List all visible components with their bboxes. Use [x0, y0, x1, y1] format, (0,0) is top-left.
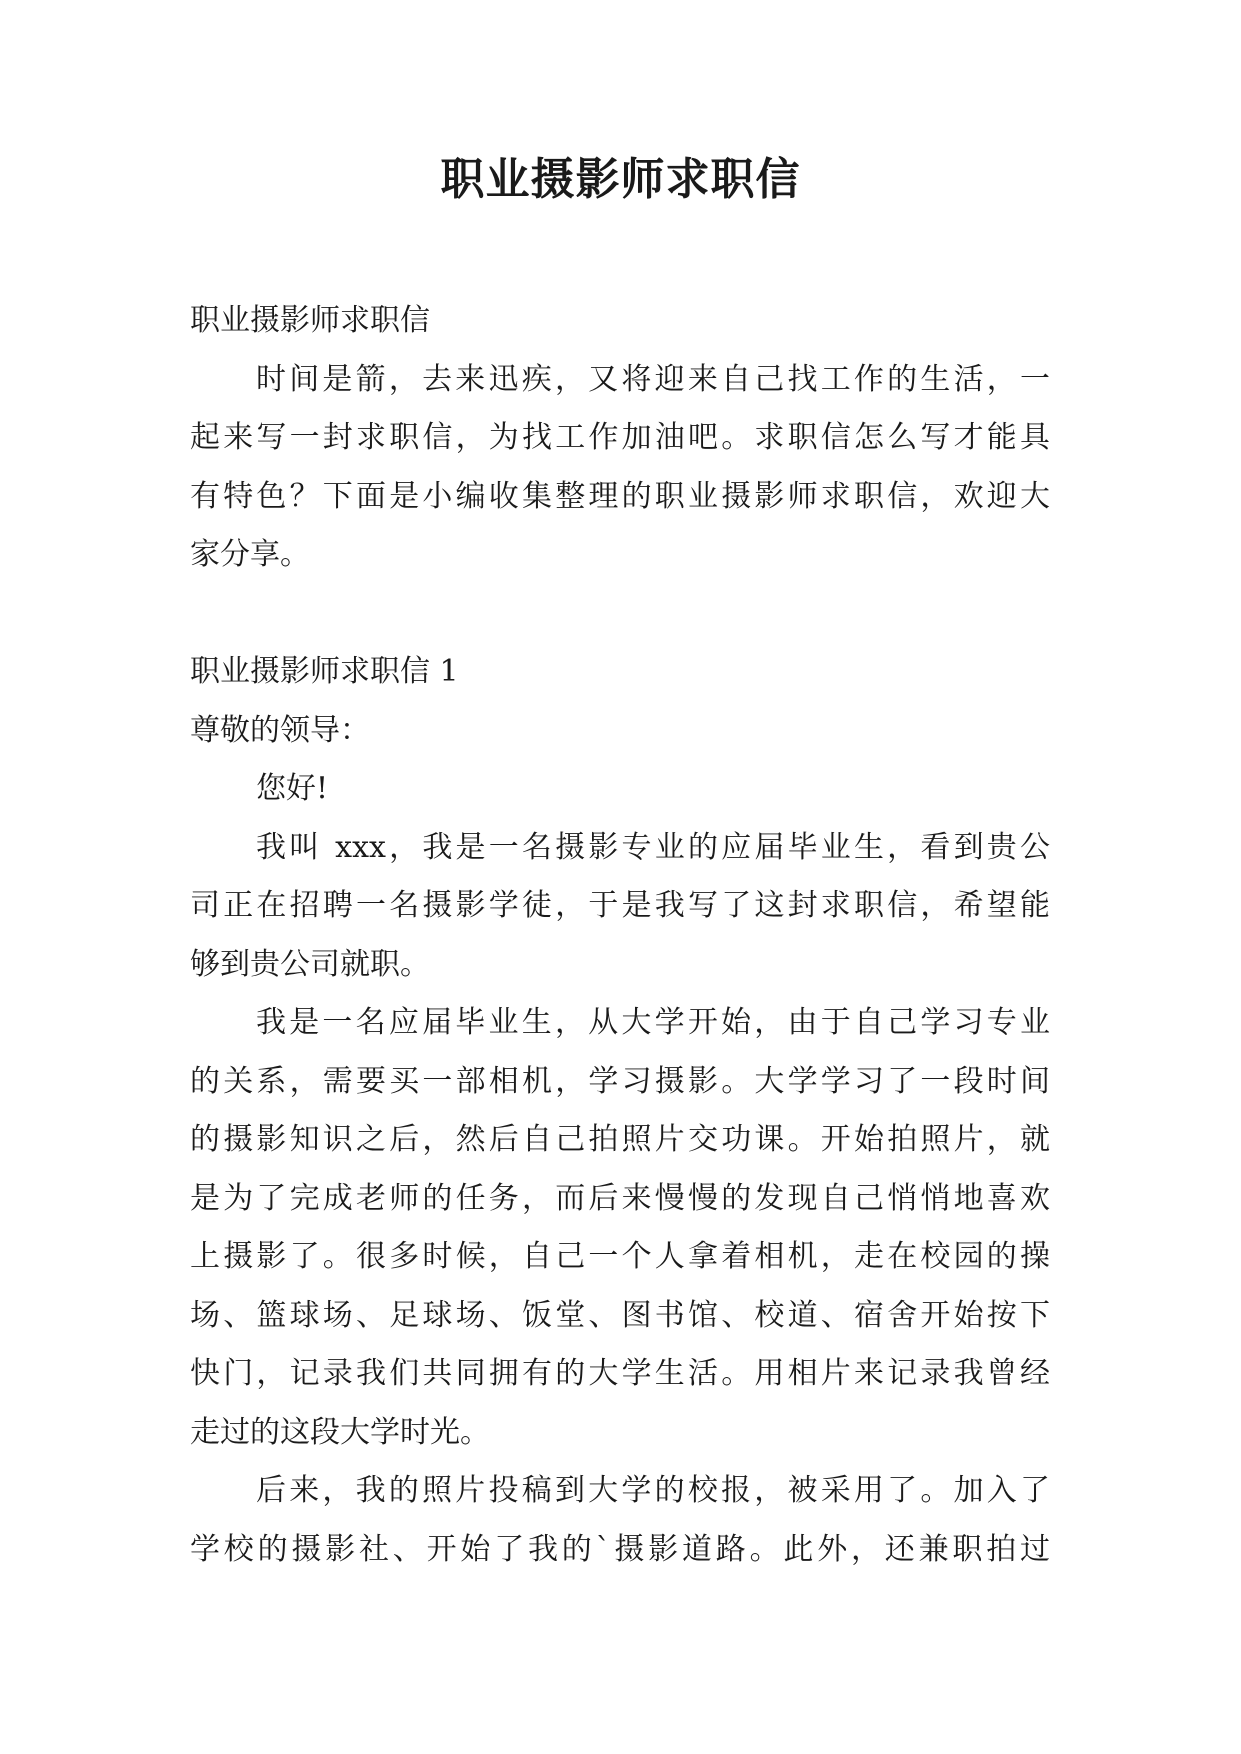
paragraph-line: 场、篮球场、足球场、饭堂、图书馆、校道、宿舍开始按下	[190, 1297, 1050, 1333]
intro-line: 起来写一封求职信，为找工作加油吧。求职信怎么写才能具	[190, 420, 1050, 455]
paragraph-line: 够到贵公司就职。	[190, 946, 430, 982]
intro-paragraph	[190, 351, 1050, 585]
paragraph-line: 的摄影知识之后，然后自己拍照片交功课。开始拍照片，就	[190, 1122, 1050, 1157]
paragraph-line: 我叫 xxx，我是一名摄影专业的应届毕业生，看到贵公	[256, 829, 1050, 865]
paragraph-line: 走过的这段大学时光。	[190, 1414, 490, 1450]
intro-line: 家分享。	[190, 537, 310, 572]
intro-line: 有特色？下面是小编收集整理的职业摄影师求职信，欢迎大	[190, 478, 1050, 514]
paragraph-2	[190, 994, 1050, 1462]
paragraph-1	[190, 819, 1050, 995]
paragraph-line: 我是一名应届毕业生，从大学开始，由于自己学习专业	[256, 1005, 1050, 1040]
paragraph-3	[190, 1462, 1050, 1579]
paragraph-gap	[190, 585, 1050, 644]
paragraph-line: 快门，记录我们共同拥有的大学生活。用相片来记录我曾经	[190, 1356, 1050, 1391]
intro-line: 时间是箭，去来迅疾，又将迎来自己找工作的生活，一	[256, 361, 1050, 397]
paragraph-line: 是为了完成老师的任务，而后来慢慢的发现自己悄悄地喜欢	[190, 1180, 1050, 1216]
paragraph-line: 学校的摄影社、开始了我的`摄影道路。此外，还兼职拍过	[190, 1531, 1050, 1567]
paragraph-line: 的关系，需要买一部相机，学习摄影。大学学习了一段时间	[190, 1063, 1050, 1099]
paragraph-line: 上摄影了。很多时候，自己一个人拿着相机，走在校园的操	[190, 1239, 1050, 1274]
greeting: 您好!	[256, 771, 329, 806]
subtitle: 职业摄影师求职信	[190, 303, 430, 338]
document-title: 职业摄影师求职信	[440, 154, 801, 205]
salutation: 尊敬的领导：	[190, 712, 370, 748]
letter-heading: 职业摄影师求职信 1	[190, 654, 459, 689]
paragraph-line: 司正在招聘一名摄影学徒，于是我写了这封求职信，希望能	[190, 888, 1050, 923]
paragraph-line: 后来，我的照片投稿到大学的校报，被采用了。加入了	[256, 1473, 1050, 1508]
document-body	[190, 292, 1050, 1579]
